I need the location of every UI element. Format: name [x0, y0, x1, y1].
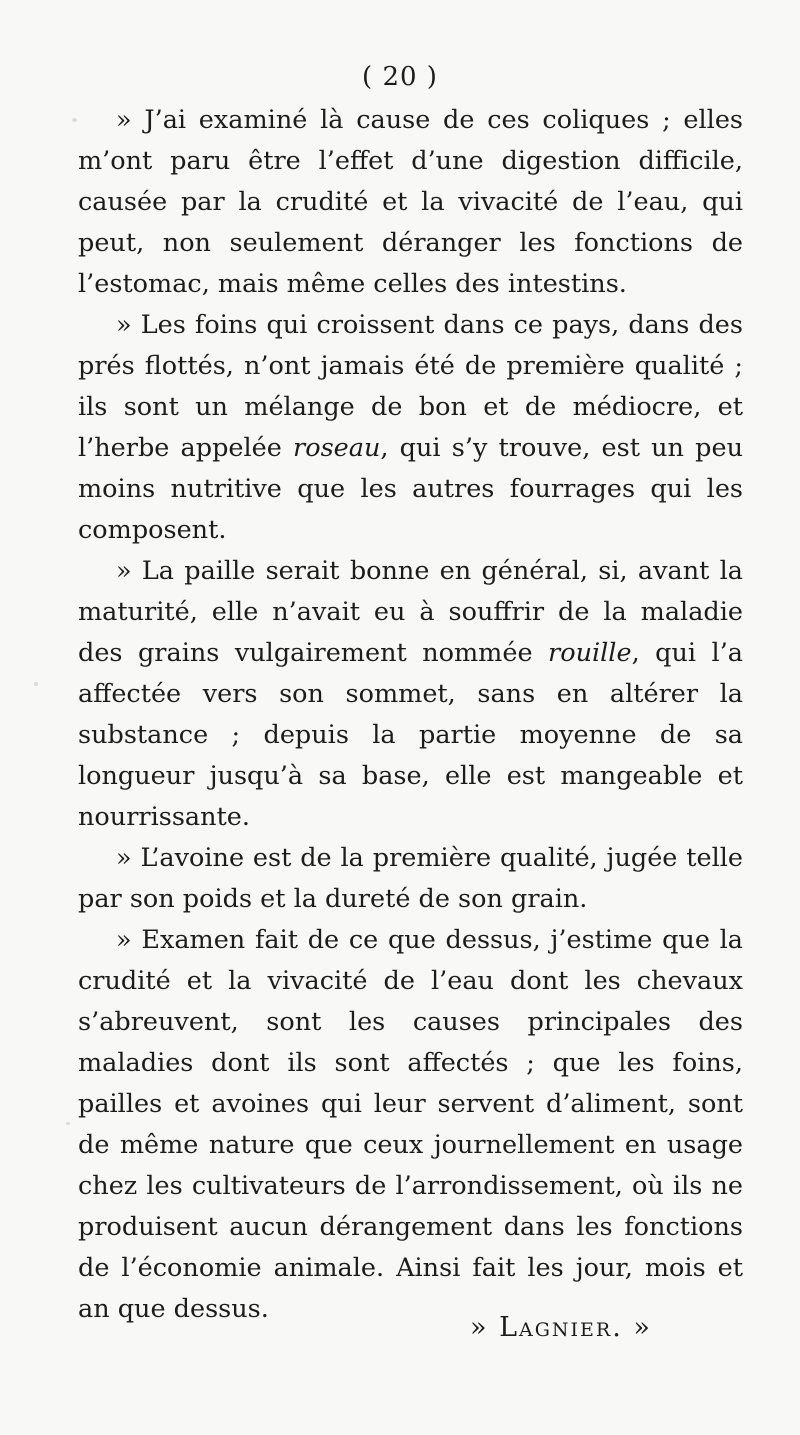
body-text: [78, 100, 743, 1330]
paragraph-5: [78, 920, 743, 1330]
paragraph-2-text-start: » Les foins qui croissent dans ce pays, dans des prés flottés, n’ont jamais été de première qualité ; ils sont un mélange de bon et de médiocre, et l’herbe appelée: [78, 310, 743, 463]
signature: [470, 1312, 652, 1343]
paragraph-2: [78, 305, 743, 551]
paragraph-3-italic-term: rouille: [548, 638, 632, 668]
paragraph-2-text-end: , qui s’y trouve, est un peu moins nutritive que les autres fourrages qui les composent.: [78, 433, 743, 545]
paragraph-3-text-end: , qui l’a affectée vers son sommet, sans en altérer la substance ; depuis la partie moyenne de sa longueur jusqu’à sa base, elle est mangeable et nourrissante.: [78, 638, 744, 832]
ink-spot: [72, 118, 77, 122]
paragraph-1-text: » J’ai examiné là cause de ces coliques ; elles m’ont paru être l’effet d’une digestion difficile, causée par la crudité et la vivacité de l’eau, qui peut, non seulement déranger les fonctions de l’estomac, mais même celles des intestins.: [78, 105, 743, 299]
paragraph-1: [78, 100, 743, 305]
paragraph-2-italic-term: roseau: [293, 433, 381, 463]
ink-spot: [34, 682, 38, 686]
page-number: ( 20 ): [362, 62, 438, 92]
paragraph-3-text-start: » La paille serait bonne en général, si, avant la maturité, elle n’avait eu à souffrir de la maladie des grains vulgairement nommée: [78, 556, 743, 668]
paragraph-4-text: » L’avoine est de la première qualité, jugée telle par son poids et la dureté de son grain.: [78, 843, 743, 914]
paragraph-4: [78, 838, 743, 920]
paragraph-5-text: » Examen fait de ce que dessus, j’estime que la crudité et la vivacité de l’eau dont les chevaux s’abreuvent, sont les causes principales des maladies dont ils sont affectés ; que les foins, pailles et avoines qui leur servent d’aliment, sont de même nature que ceux journellement en usage chez les cultivateurs de l’arrondissement, où ils ne produisent aucun dérangement dans les fonctions de l’économie animale. Ainsi fait les jour, mois et an que dessus.: [78, 925, 743, 1324]
signature-text: » Lagnier. »: [470, 1312, 652, 1343]
ink-spot: [66, 1122, 70, 1125]
paragraph-3: [78, 551, 743, 838]
